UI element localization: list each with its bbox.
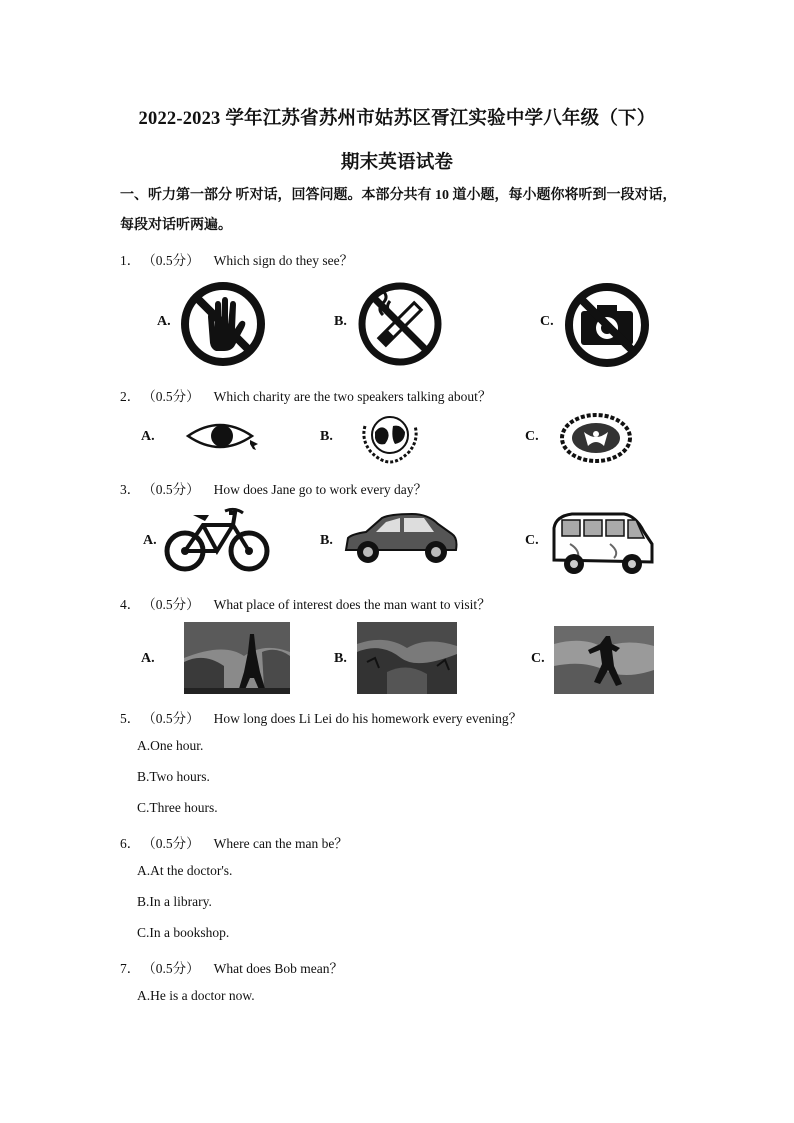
question-score: （0.5分） (142, 253, 200, 268)
question-3 (120, 478, 427, 498)
no-smoking-sign-icon (357, 281, 443, 367)
wreath-logo-icon (558, 412, 634, 464)
question-number: 7． (120, 961, 141, 976)
question-score: （0.5分） (142, 482, 200, 497)
exam-title-line2: 期末英语试卷 (340, 153, 454, 173)
question-stem: What place of interest does the man want to visit？ (213, 597, 491, 612)
question-number: 3． (120, 482, 141, 497)
question-1 (120, 249, 353, 269)
no-touching-sign-icon (180, 281, 266, 367)
question-stem: What does Bob mean？ (213, 961, 343, 976)
question-4 (120, 593, 491, 613)
eiffel-tower-photo (184, 622, 290, 694)
question-score: （0.5分） (142, 389, 200, 404)
option-a: A.He is a doctor now. (137, 988, 255, 1003)
option-label-c: C. (525, 533, 539, 548)
option-label-c: C. (531, 651, 545, 666)
option-b: B.In a library. (137, 894, 212, 909)
question-number: 4． (120, 597, 141, 612)
no-photography-sign-icon (563, 281, 651, 369)
van-icon (550, 510, 656, 580)
statue-photo (554, 626, 654, 694)
option-label-a: A. (143, 533, 157, 548)
option-label-a: A. (141, 651, 155, 666)
question-number: 1． (120, 253, 141, 268)
unicef-logo-icon (355, 410, 425, 466)
eye-charity-logo-icon (184, 416, 264, 456)
option-label-a: A. (141, 429, 155, 444)
exam-title-line1: 2022-2023 学年江苏省苏州市姑苏区胥江实验中学八年级（下） (138, 109, 656, 129)
option-label-b: B. (320, 429, 333, 444)
option-label-a: A. (157, 314, 171, 329)
question-score: （0.5分） (142, 597, 200, 612)
question-2 (120, 385, 491, 405)
option-label-b: B. (334, 314, 347, 329)
option-label-c: C. (525, 429, 539, 444)
question-6 (120, 832, 348, 852)
question-number: 2． (120, 389, 141, 404)
option-a: A.At the doctor's. (137, 863, 233, 878)
question-score: （0.5分） (142, 711, 200, 726)
option-label-b: B. (334, 651, 347, 666)
question-number: 6． (120, 836, 141, 851)
question-number: 5． (120, 711, 141, 726)
question-7 (120, 957, 343, 977)
question-stem: Which sign do they see？ (213, 253, 354, 268)
question-score: （0.5分） (142, 836, 200, 851)
car-icon (342, 512, 460, 568)
section-instructions: 一、听力第一部分 听对话，回答问题。本部分共有 10 道小题，每小题你将听到一段对话，每段对话听两遍。 (120, 188, 677, 233)
question-5 (120, 707, 522, 727)
option-b: B.Two hours. (137, 769, 210, 784)
option-c: C.In a bookshop. (137, 925, 230, 940)
question-score: （0.5分） (142, 961, 200, 976)
question-stem: How does Jane go to work every day？ (213, 482, 427, 497)
option-c: C.Three hours. (137, 800, 218, 815)
question-stem: How long does Li Lei do his homework every evening？ (213, 711, 523, 726)
option-label-b: B. (320, 533, 333, 548)
landscape-photo (357, 622, 457, 694)
question-stem: Which charity are the two speakers talking about？ (213, 389, 492, 404)
option-a: A.One hour. (137, 738, 204, 753)
bicycle-icon (163, 507, 271, 575)
option-label-c: C. (540, 314, 554, 329)
question-stem: Where can the man be？ (213, 836, 348, 851)
